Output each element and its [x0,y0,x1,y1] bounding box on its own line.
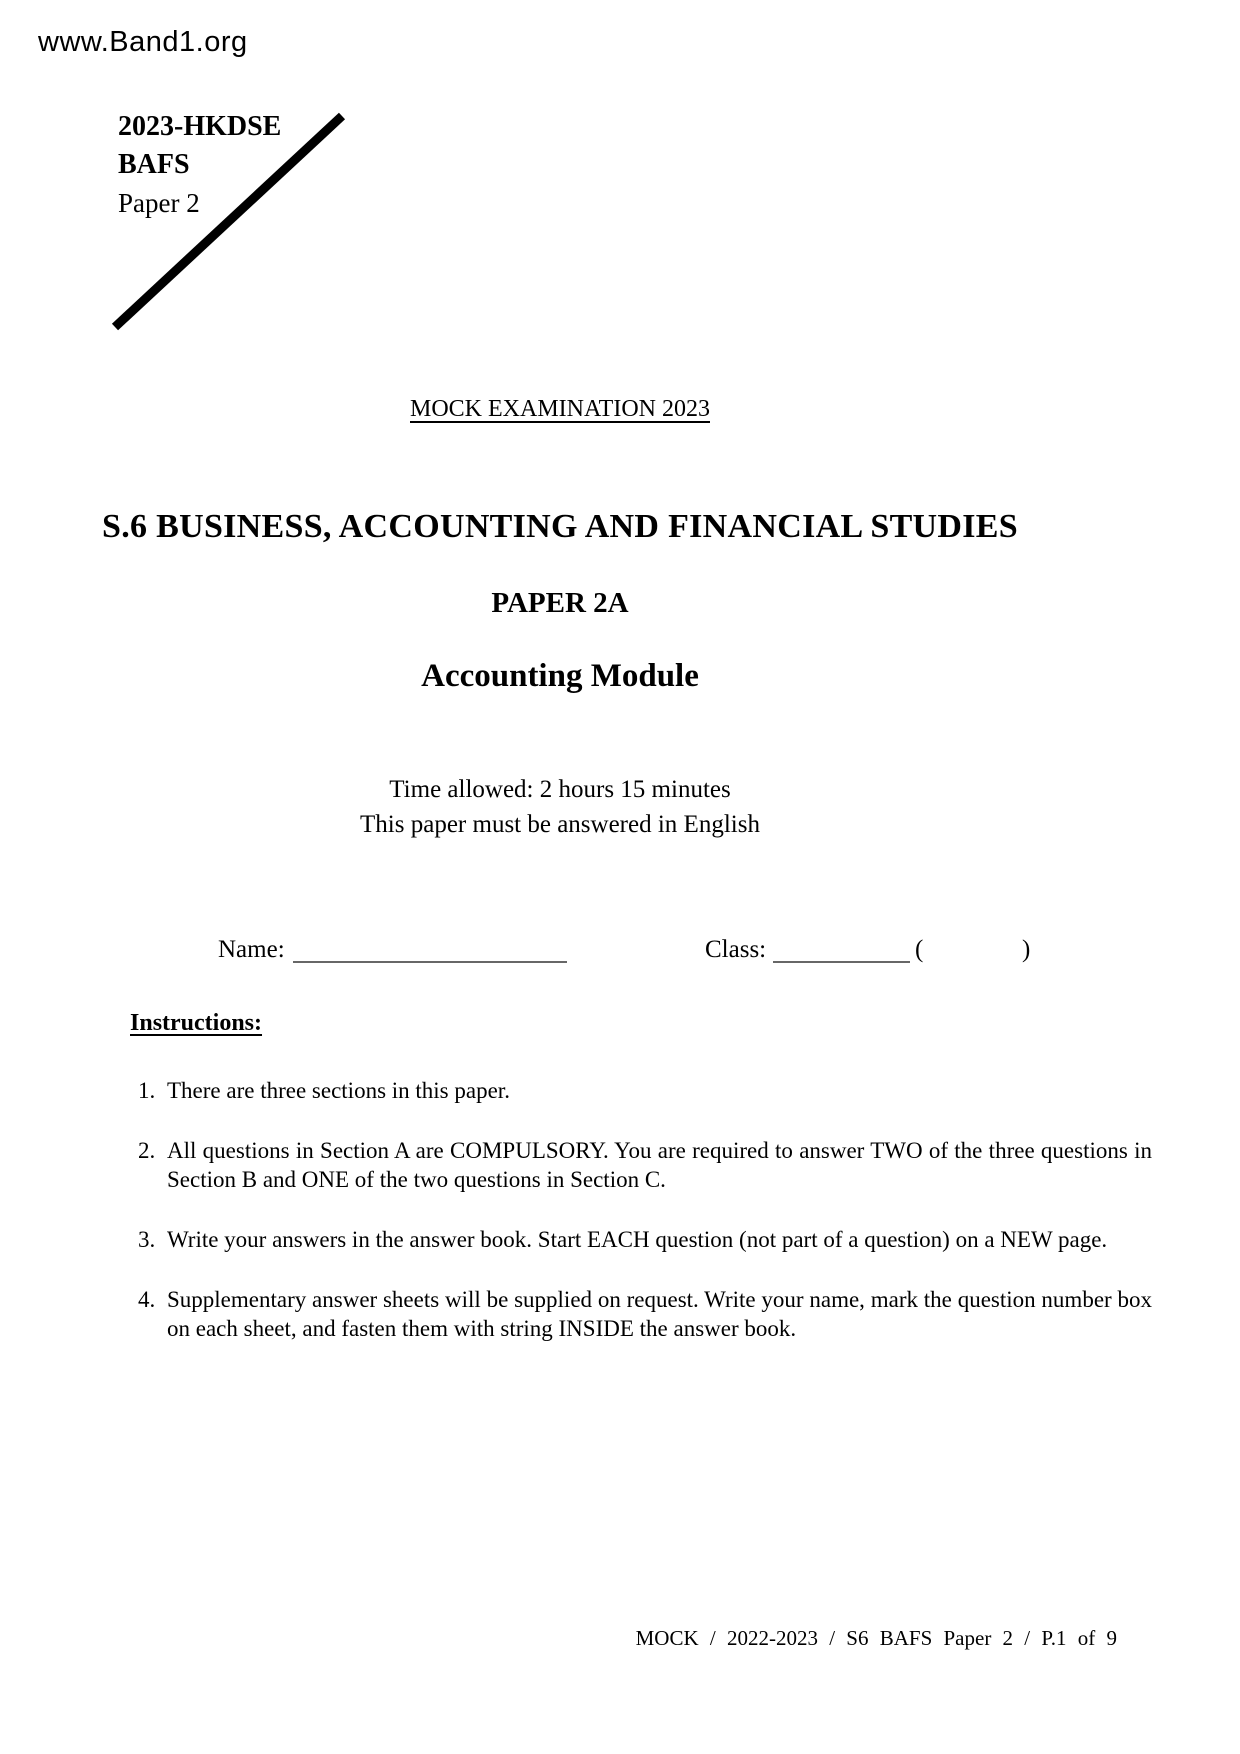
instruction-number: 4. [138,1287,156,1312]
page-title: S.6 BUSINESS, ACCOUNTING AND FINANCIAL STUDIES [102,508,1018,545]
class-blank-line [773,961,910,963]
instruction-item [138,1076,1152,1105]
class-number-paren-close: ) [1022,936,1031,963]
corner-paper-number: Paper 2 [118,188,200,218]
instruction-text: All questions in Section A are COMPULSORY. You are required to answer TWO of the three questions in Section B and ONE of the two questions in Section C. [167,1138,1152,1192]
name-blank-line [293,961,567,963]
instruction-number: 2. [138,1138,156,1163]
instructions-heading: Instructions: [130,1010,263,1036]
instruction-text: Write your answers in the answer book. Start EACH question (not part of a question) on a NEW page. [167,1227,1108,1252]
instructions-list [138,1076,1152,1374]
exam-header: MOCK EXAMINATION 2023 [410,396,710,422]
corner-subject: BAFS [118,149,190,180]
instruction-number: 1. [138,1078,156,1103]
instruction-item [138,1285,1152,1343]
language-note: This paper must be answered in English [360,811,760,838]
diagonal-slash-line [103,104,355,340]
page-footer: MOCK / 2022-2023 / S6 BAFS Paper 2 / P.1 of 9 [635,1626,1117,1650]
paper-code: PAPER 2A [491,587,629,619]
name-label: Name: [218,936,285,963]
instruction-number: 3. [138,1227,156,1252]
time-allowed: Time allowed: 2 hours 15 minutes [389,776,731,803]
instruction-text: There are three sections in this paper. [167,1078,510,1103]
instruction-item [138,1136,1152,1194]
class-number-paren-open: ( [915,936,924,963]
module-name: Accounting Module [421,658,699,694]
class-label: Class: [705,936,767,963]
watermark-url: www.Band1.org [38,26,248,58]
corner-year-exam: 2023-HKDSE [118,111,282,142]
instruction-item [138,1225,1152,1254]
instruction-text: Supplementary answer sheets will be supplied on request. Write your name, mark the question number box on each sheet, and fasten them with string INSIDE the answer book. [167,1287,1152,1341]
